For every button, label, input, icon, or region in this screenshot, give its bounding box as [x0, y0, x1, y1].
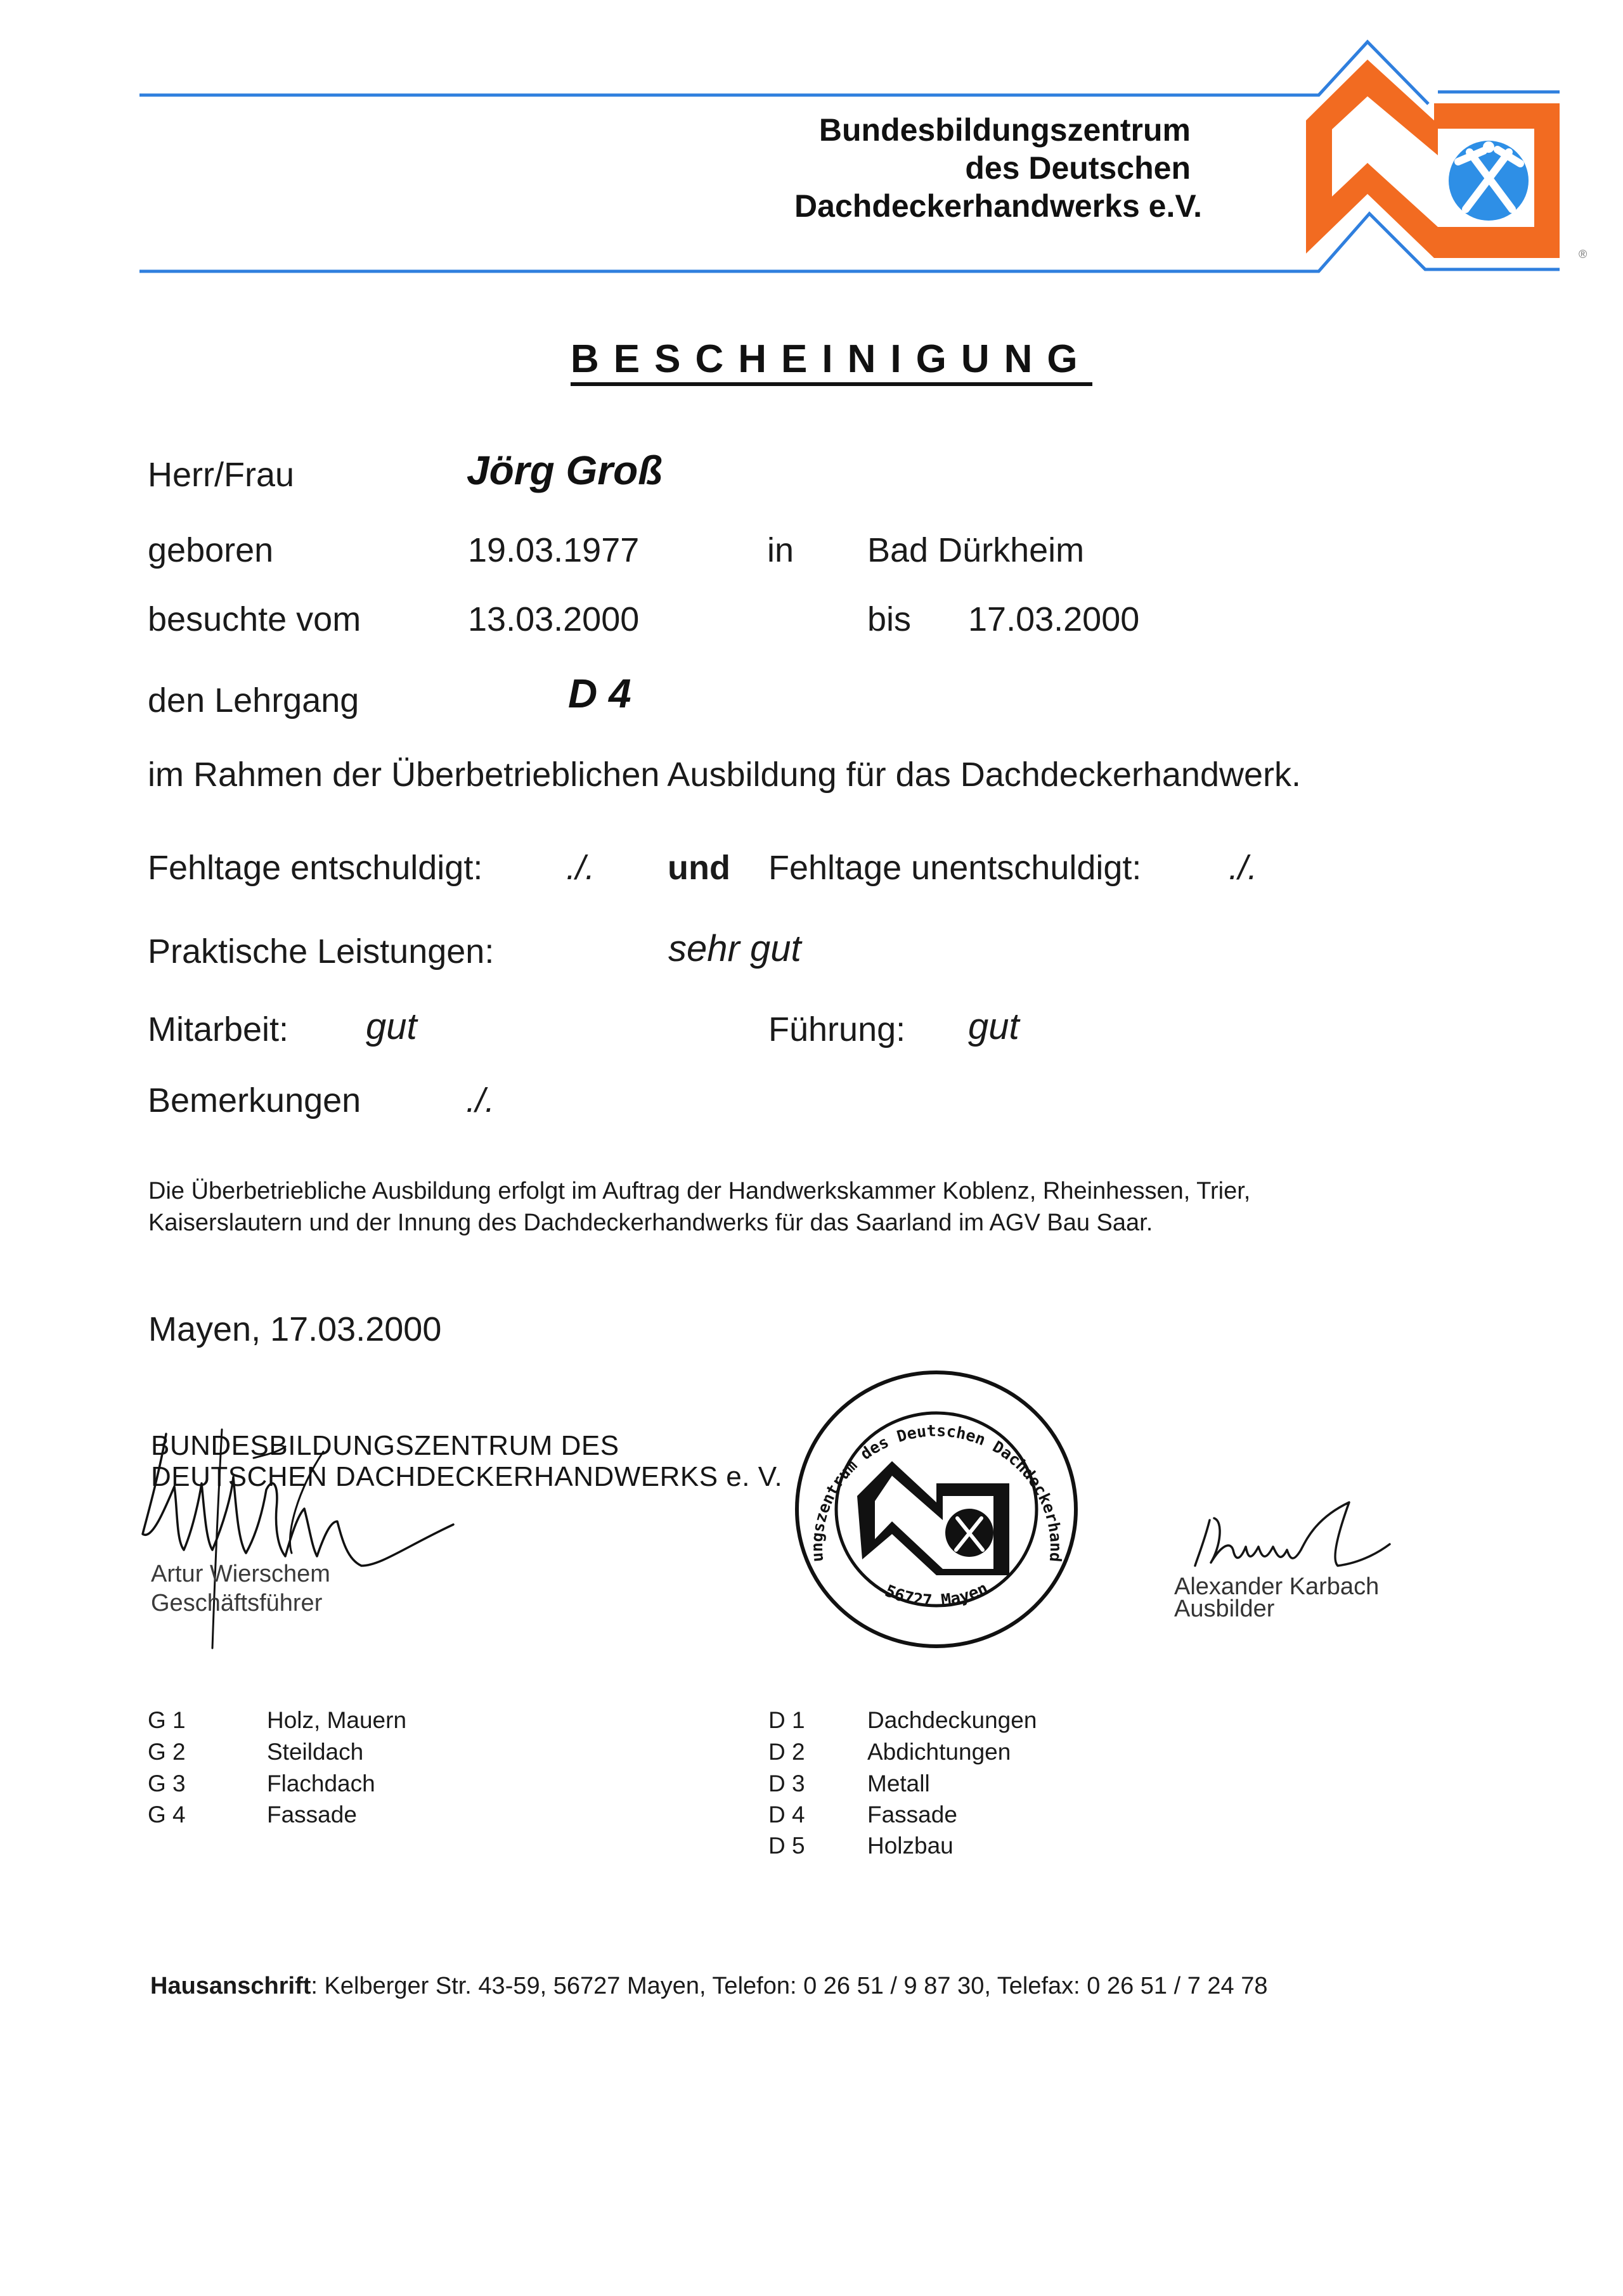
org-name-line-1: Bundesbildungszentrum: [818, 112, 1191, 148]
remarks-label: Bemerkungen: [148, 1081, 361, 1119]
course-code: G 2: [148, 1739, 186, 1765]
attended-label: besuchte vom: [148, 600, 361, 638]
stamp-logo: [857, 1461, 1009, 1575]
born-label: geboren: [148, 531, 274, 569]
place-and-date: Mayen, 17.03.2000: [148, 1310, 442, 1348]
course-name: Flachdach: [267, 1770, 375, 1796]
course-name: Abdichtungen: [867, 1739, 1011, 1765]
course-name: Metall: [867, 1770, 930, 1796]
notice-line-2: Kaiserslautern und der Innung des Dachdeckerhandwerks für das Saarland im AGV Bau Saar.: [148, 1209, 1153, 1236]
in-label: in: [767, 531, 794, 569]
stamp-bottom-text: 56727 Mayen: [882, 1578, 992, 1611]
cooperation-label: Mitarbeit:: [148, 1010, 289, 1048]
practical-performance-label: Praktische Leistungen:: [148, 932, 495, 971]
salutation-label: Herr/Frau: [148, 456, 295, 494]
course-code: G 1: [148, 1707, 186, 1733]
person-name: Jörg Groß: [467, 448, 663, 493]
letterhead-rules-and-logo: [0, 0, 1623, 292]
official-stamp: [789, 1355, 1079, 1649]
course-code: D 4: [568, 671, 631, 716]
organization-logo: [1306, 60, 1560, 258]
notice-line-1: Die Überbetriebliche Ausbildung erfolgt im Auftrag der Handwerkskammer Koblenz, Rheinhessen, Trier,: [148, 1178, 1251, 1204]
course-code: D 2: [768, 1739, 805, 1765]
course-name: Steildach: [267, 1739, 364, 1765]
birth-date: 19.03.1977: [468, 531, 640, 569]
signing-org-line-1: BUNDESBILDUNGSZENTRUM DES: [151, 1430, 619, 1461]
unexcused-absences-value: ./.: [1229, 849, 1258, 887]
course-code: G 3: [148, 1770, 186, 1796]
course-name: Holz, Mauern: [267, 1707, 407, 1733]
left-signatory-name: Artur Wierschem: [151, 1561, 330, 1587]
org-name-line-3: Dachdeckerhandwerks e.V.: [794, 188, 1202, 224]
right-signatory-role: Ausbilder: [1174, 1596, 1275, 1622]
address-text: : Kelberger Str. 43-59, 56727 Mayen, Telefon: 0 26 51 / 9 87 30, Telefax: 0 26 51 / 7 24 78: [311, 1973, 1268, 1999]
course-name: Holzbau: [867, 1833, 954, 1859]
org-name-line-2: des Deutschen: [965, 150, 1191, 186]
address-label: Hausanschrift: [150, 1973, 311, 1999]
excused-absences-label: Fehltage entschuldigt:: [148, 849, 483, 887]
cooperation-value: gut: [366, 1006, 417, 1047]
remarks-value: ./.: [466, 1081, 495, 1119]
course-code: D 1: [768, 1707, 805, 1733]
document-title: BESCHEINIGUNG: [571, 340, 1092, 386]
stamp-ring-text: Bundesbildungszentrum des Deutschen Dachdeckerhandwerks e.V.: [789, 1355, 1066, 1563]
course-code: D 5: [768, 1833, 805, 1859]
from-date: 13.03.2000: [468, 600, 640, 638]
registered-mark: ®: [1579, 248, 1587, 261]
course-name: Dachdeckungen: [867, 1707, 1037, 1733]
unexcused-absences-label: Fehltage unentschuldigt:: [768, 849, 1142, 887]
course-code: D 4: [768, 1802, 805, 1828]
conduct-label: Führung:: [768, 1010, 906, 1048]
left-signatory-role: Geschäftsführer: [151, 1590, 323, 1616]
until-date: 17.03.2000: [968, 600, 1140, 638]
signing-org-line-2: DEUTSCHEN DACHDECKERHANDWERKS e. V.: [151, 1461, 783, 1492]
conduct-value: gut: [968, 1006, 1019, 1047]
course-code: G 4: [148, 1802, 186, 1828]
birth-place: Bad Dürkheim: [867, 531, 1085, 569]
course-label: den Lehrgang: [148, 681, 359, 719]
course-name: Fassade: [867, 1802, 957, 1828]
practical-performance-value: sehr gut: [668, 928, 801, 969]
until-label: bis: [867, 600, 912, 638]
excused-absences-value: ./.: [566, 849, 595, 887]
and-label: und: [668, 849, 730, 887]
right-signatory-name: Alexander Karbach: [1174, 1573, 1380, 1600]
context-sentence: im Rahmen der Überbetrieblichen Ausbildung für das Dachdeckerhandwerk.: [148, 756, 1301, 794]
course-name: Fassade: [267, 1802, 357, 1828]
course-code: D 3: [768, 1770, 805, 1796]
footer-address: [150, 1974, 1268, 1998]
